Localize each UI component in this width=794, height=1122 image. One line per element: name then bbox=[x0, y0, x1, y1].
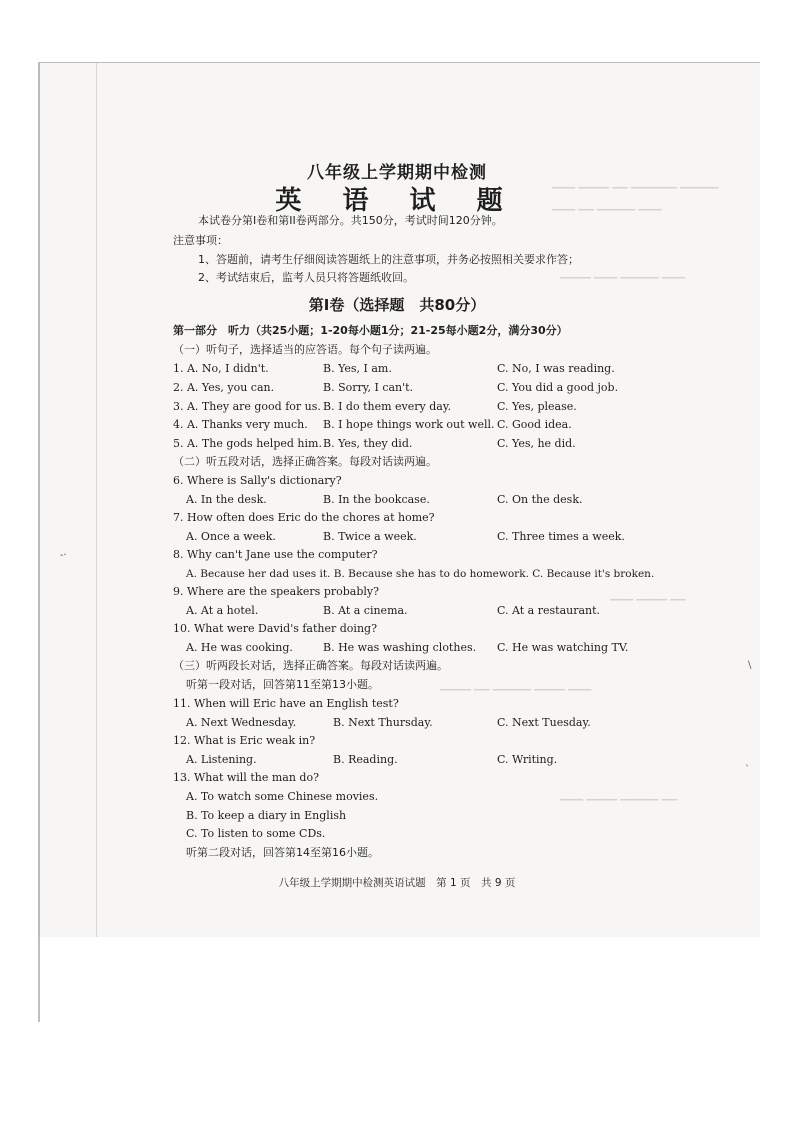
bleed-through: ▁▁▁▁ ▁▁▁ ▁▁▁▁▁ ▁▁▁ bbox=[560, 268, 685, 279]
bleed-through: ▁▁▁▁ ▁▁ ▁▁▁▁▁ ▁▁▁▁ ▁▁▁ bbox=[440, 680, 592, 691]
subsection-heading: （一）听句子，选择适当的应答语。每个句子读两遍。 bbox=[173, 343, 437, 356]
option-b: B. To keep a diary in English bbox=[186, 809, 347, 822]
option-c: C. On the desk. bbox=[497, 493, 583, 506]
bleed-through: ▁▁▁ ▁▁▁▁ ▁▁▁▁▁ ▁▁ bbox=[560, 790, 678, 801]
bleed-through: ▁▁▁ ▁▁▁▁ ▁▁ bbox=[610, 590, 686, 601]
option-c: C. At a restaurant. bbox=[497, 604, 601, 617]
option-a: 3. A. They are good for us. bbox=[173, 400, 321, 413]
option-b: B. I hope things work out well. bbox=[323, 418, 495, 431]
option-b: B. Sorry, I can't. bbox=[323, 381, 414, 394]
question-stem: 12. What is Eric weak in? bbox=[173, 734, 316, 747]
question-stem: 7. How often does Eric do the chores at home? bbox=[173, 511, 435, 524]
option-b: B. Twice a week. bbox=[323, 530, 417, 543]
scan-speck: -· bbox=[60, 550, 67, 561]
option-a: A. Once a week. bbox=[186, 530, 276, 543]
option-b: B. I do them every day. bbox=[323, 400, 452, 413]
exam-title: 八年级上学期期中检测 bbox=[307, 163, 487, 183]
option-b: B. Yes, they did. bbox=[323, 437, 413, 450]
question-stem: 6. Where is Sally's dictionary? bbox=[173, 474, 342, 487]
option-a: A. Next Wednesday. bbox=[186, 716, 297, 729]
notice-label: 注意事项： bbox=[173, 234, 228, 247]
option-b: B. Yes, I am. bbox=[323, 362, 392, 375]
option-c: C. Writing. bbox=[497, 753, 558, 766]
option-b: B. Reading. bbox=[333, 753, 398, 766]
options-line: A. Because her dad uses it. B. Because she has to do homework. C. Because it's broken. bbox=[186, 568, 655, 580]
exam-subject: 英 语 试 题 bbox=[275, 186, 519, 216]
option-a: A. To watch some Chinese movies. bbox=[186, 790, 379, 803]
section-heading: 第I卷（选择题 共80分） bbox=[308, 296, 486, 314]
dialogue-note: 听第一段对话，回答第11至第13小题。 bbox=[186, 678, 379, 691]
option-c: C. Yes, he did. bbox=[497, 437, 576, 450]
scan-speck: ` bbox=[745, 765, 750, 776]
option-c: C. To listen to some CDs. bbox=[186, 827, 326, 840]
sheet-top-edge bbox=[38, 62, 760, 63]
option-c: C. Next Tuesday. bbox=[497, 716, 591, 729]
option-a: 1. A. No, I didn't. bbox=[173, 362, 269, 375]
option-a: A. In the desk. bbox=[186, 493, 267, 506]
part-heading: 第一部分 听力（共25小题；1-20每小题1分；21-25每小题2分，满分30分） bbox=[173, 324, 568, 337]
exam-description: 本试卷分第I卷和第II卷两部分。共150分，考试时间120分钟。 bbox=[198, 214, 503, 227]
question-stem: 10. What were David's father doing? bbox=[173, 622, 377, 635]
bleed-through: ▁▁▁ ▁▁▁▁ ▁▁ ▁▁▁▁▁▁ ▁▁▁▁▁ bbox=[552, 178, 719, 189]
dialogue-note: 听第二段对话，回答第14至第16小题。 bbox=[186, 846, 379, 859]
option-a: A. At a hotel. bbox=[186, 604, 259, 617]
question-stem: 13. What will the man do? bbox=[173, 771, 319, 784]
option-a: 2. A. Yes, you can. bbox=[173, 381, 275, 394]
subsection-heading: （三）听两段长对话，选择正确答案。每段对话读两遍。 bbox=[173, 659, 448, 672]
question-stem: 8. Why can't Jane use the computer? bbox=[173, 548, 378, 561]
notice-item-1: 1、答题前，请考生仔细阅读答题纸上的注意事项，并务必按照相关要求作答； bbox=[198, 253, 579, 266]
option-b: B. In the bookcase. bbox=[323, 493, 430, 506]
scan-speck: \ bbox=[748, 660, 752, 671]
option-b: B. At a cinema. bbox=[323, 604, 408, 617]
notice-item-2: 2、考试结束后，监考人员只将答题纸收回。 bbox=[198, 271, 414, 284]
option-b: B. He was washing clothes. bbox=[323, 641, 477, 654]
option-a: A. He was cooking. bbox=[186, 641, 293, 654]
question-stem: 11. When will Eric have an English test? bbox=[173, 697, 399, 710]
option-a: 5. A. The gods helped him. bbox=[173, 437, 322, 450]
page-footer: 八年级上学期期中检测英语试题 第 1 页 共 9 页 bbox=[278, 877, 516, 889]
option-a: A. Listening. bbox=[186, 753, 257, 766]
option-c: C. You did a good job. bbox=[497, 381, 619, 394]
question-stem: 9. Where are the speakers probably? bbox=[173, 585, 380, 598]
option-a: 4. A. Thanks very much. bbox=[173, 418, 308, 431]
subsection-heading: （二）听五段对话，选择正确答案。每段对话读两遍。 bbox=[173, 455, 437, 468]
option-c: C. No, I was reading. bbox=[497, 362, 615, 375]
option-b: B. Next Thursday. bbox=[333, 716, 433, 729]
option-c: C. Three times a week. bbox=[497, 530, 625, 543]
option-c: C. Good idea. bbox=[497, 418, 572, 431]
option-c: C. Yes, please. bbox=[497, 400, 577, 413]
option-c: C. He was watching TV. bbox=[497, 641, 629, 654]
bleed-through: ▁▁▁ ▁▁ ▁▁▁▁▁ ▁▁▁ bbox=[552, 200, 662, 211]
